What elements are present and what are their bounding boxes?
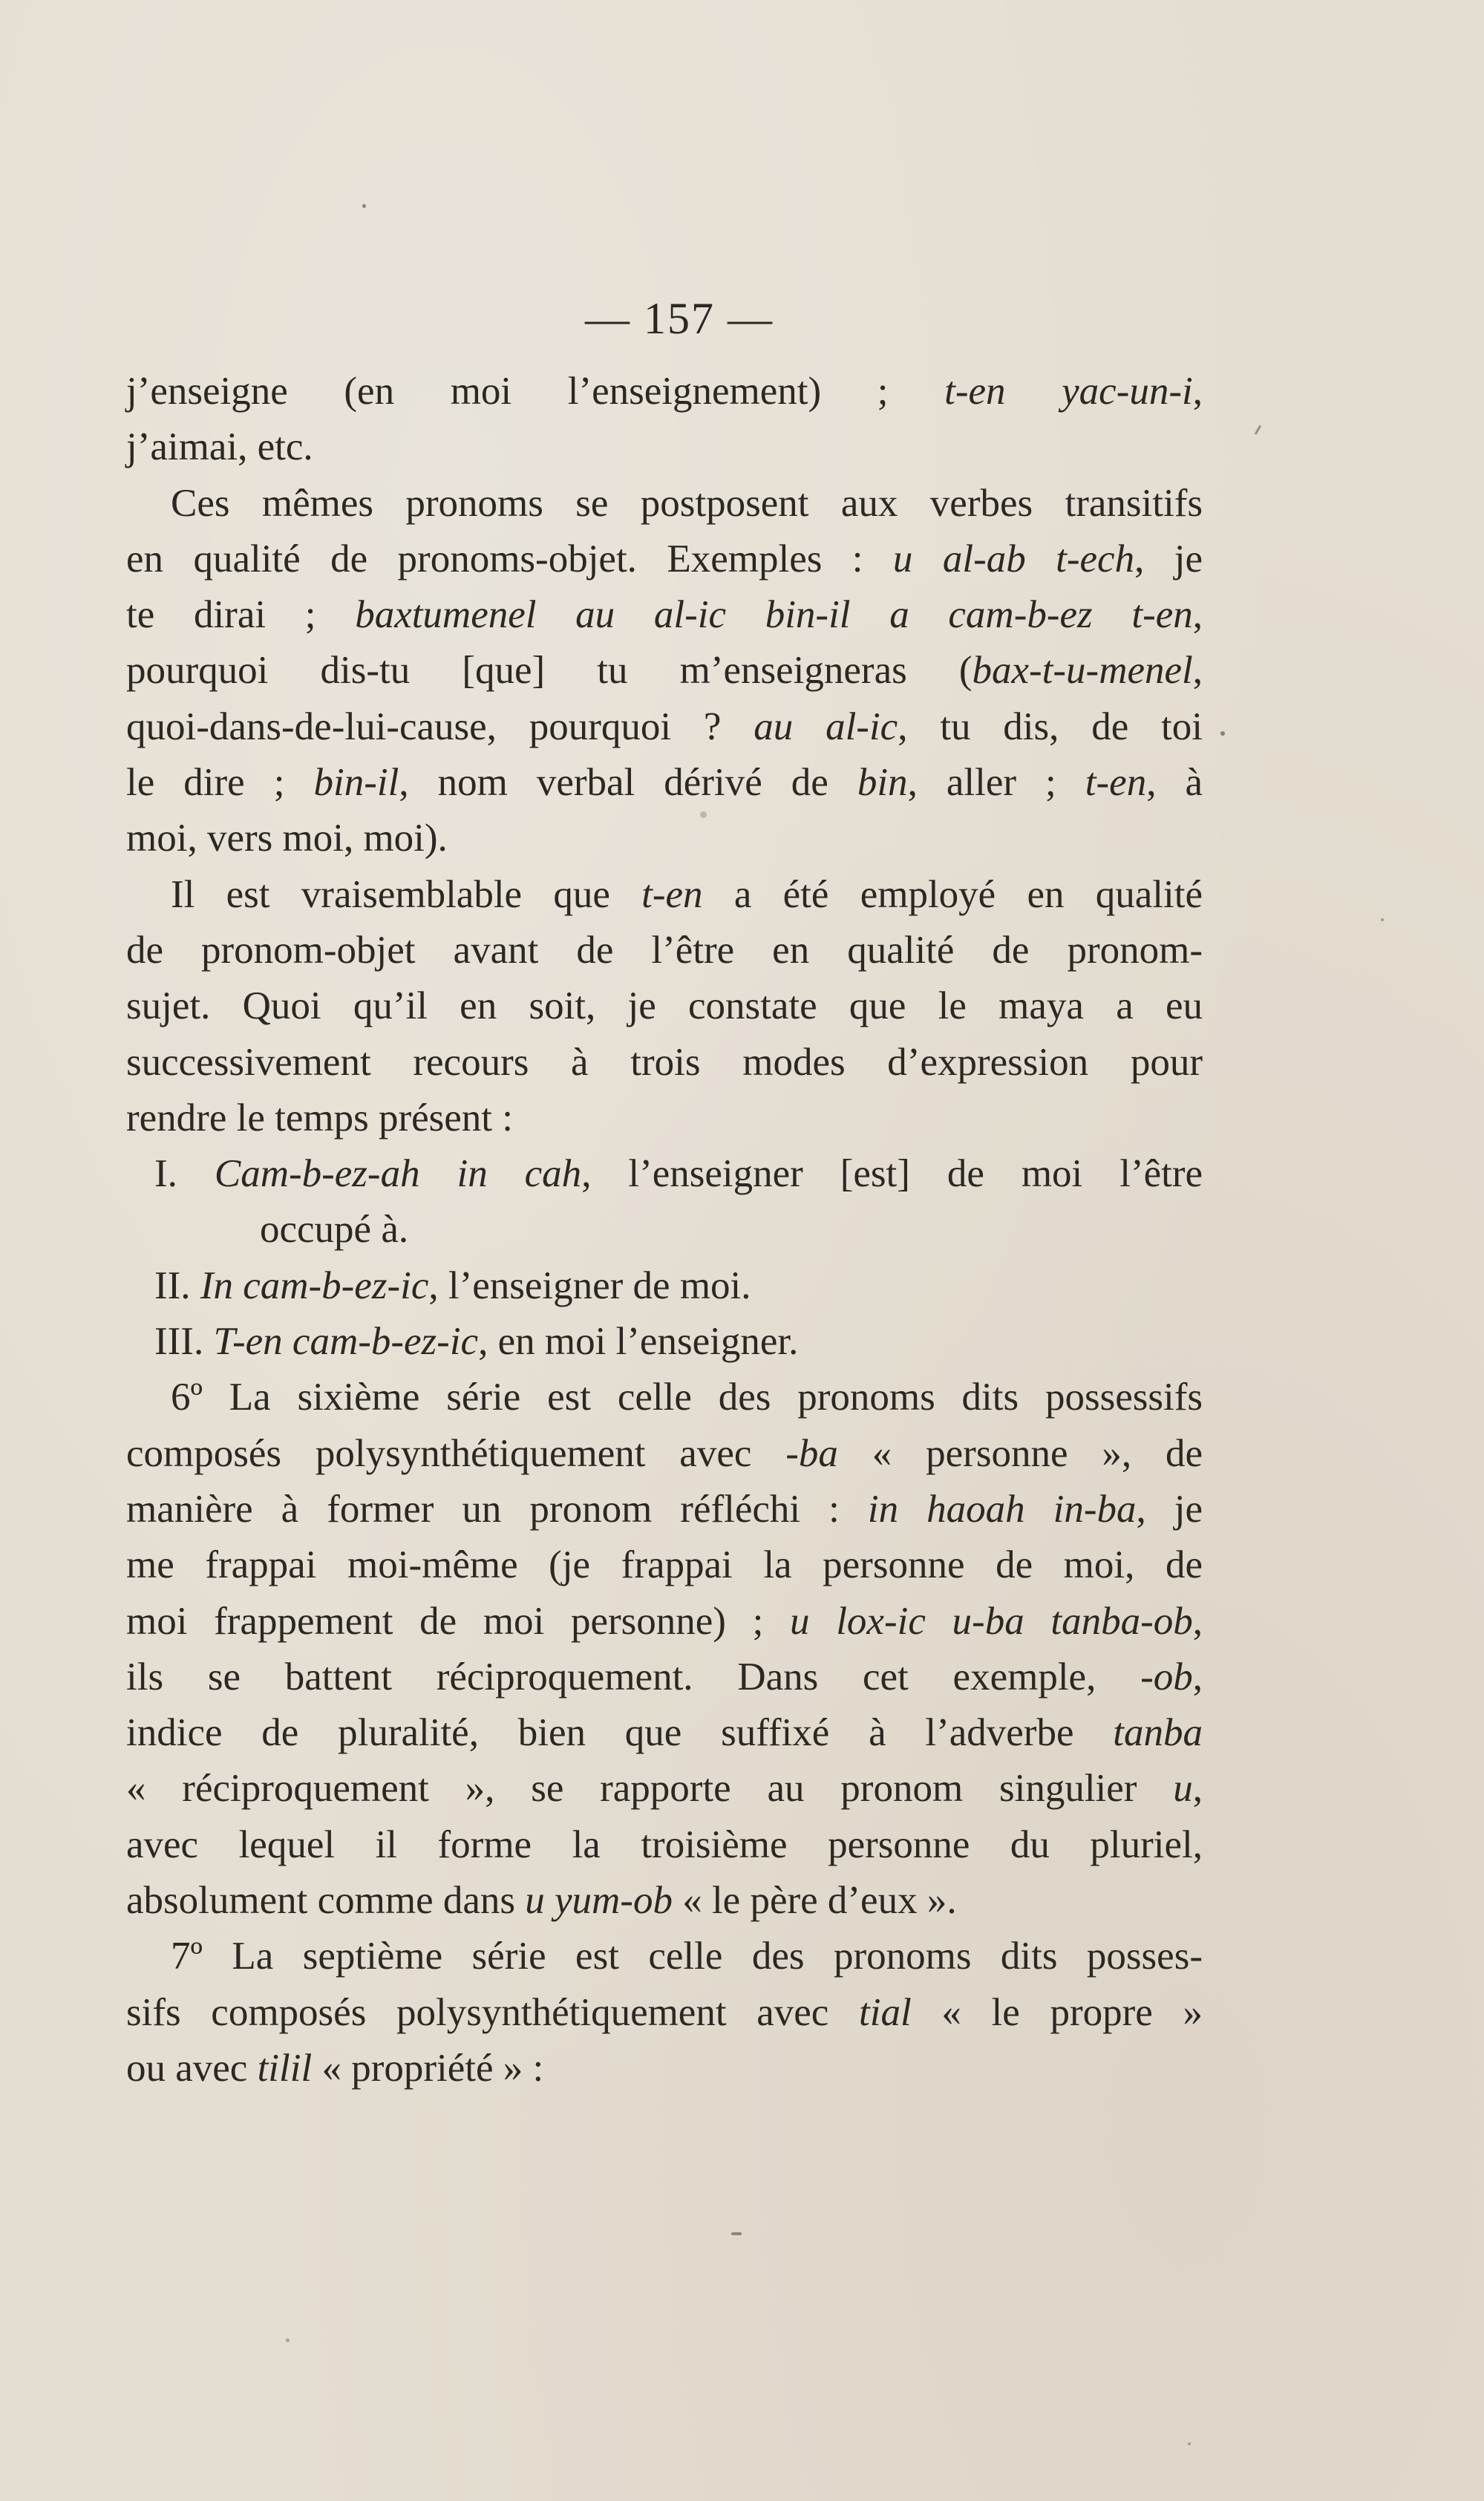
text-run: rendre le temps présent :	[126, 1096, 513, 1140]
text-run: en qualité de pronoms-objet. Exemples :	[126, 537, 893, 581]
text-line	[126, 2041, 1203, 2096]
text-run: , l’enseigner [est] de moi l’être	[581, 1152, 1203, 1196]
text-line	[126, 364, 1203, 419]
text-run: ,	[1192, 1767, 1203, 1811]
text-line	[126, 699, 1203, 755]
text-run: sifs composés polysynthétiquement avec	[126, 1990, 859, 2034]
text-run: 7º La septième série est celle des pronoms dits posses-	[171, 1935, 1203, 1978]
paper-speck	[1220, 731, 1225, 736]
text-line	[126, 1705, 1203, 1761]
text-line	[126, 1426, 1203, 1482]
italic-maya-term: u yum-ob	[525, 1879, 673, 1923]
text-line	[126, 419, 1203, 475]
text-run: « réciproquement », se rapporte au pronom singulier	[126, 1767, 1174, 1811]
text-line	[126, 1258, 1203, 1314]
text-run: ou avec	[126, 2046, 258, 2090]
text-run: , l’enseigner de moi.	[428, 1263, 751, 1307]
text-run: successivement recours à trois modes d’expression pour	[126, 1040, 1203, 1084]
text-line	[126, 1314, 1203, 1370]
text-run: sujet. Quoi qu’il en soit, je constate que le maya a eu	[126, 984, 1203, 1028]
text-line	[126, 867, 1203, 923]
italic-maya-term: In cam-b-ez-ic	[200, 1263, 429, 1307]
text-line	[126, 1873, 1203, 1929]
italic-maya-term: u lox-ic u-ba tanba-ob	[790, 1599, 1193, 1643]
text-run: pourquoi dis-tu [que] tu m’enseigneras (	[126, 649, 973, 693]
text-line	[126, 923, 1203, 978]
paper-speck	[1255, 425, 1262, 435]
paper-speck	[286, 2338, 290, 2342]
italic-maya-term: t-en yac-un-i	[944, 370, 1193, 413]
text-line	[126, 1035, 1203, 1091]
italic-maya-term: t-en	[1085, 761, 1147, 805]
paper-speck	[700, 811, 707, 818]
text-line	[126, 476, 1203, 532]
paper-speck	[1188, 2442, 1191, 2445]
text-line	[126, 1370, 1203, 1425]
text-run: III.	[154, 1320, 214, 1364]
text-line	[126, 1482, 1203, 1537]
text-run: Ces mêmes pronoms se postposent aux verbes transitifs	[171, 481, 1203, 525]
text-run: II.	[154, 1263, 200, 1307]
text-line	[126, 1650, 1203, 1705]
text-run: ,	[1192, 1599, 1203, 1643]
body-text	[126, 364, 1203, 2096]
text-run: occupé à.	[260, 1208, 409, 1252]
text-run: « personne », de	[837, 1431, 1203, 1475]
text-line	[126, 978, 1203, 1034]
italic-maya-term: T-en cam-b-ez-ic	[213, 1320, 479, 1364]
text-run: ,	[1192, 593, 1203, 637]
text-line	[126, 587, 1203, 643]
text-run: ,	[1192, 370, 1203, 413]
text-run: , tu dis, de toi	[898, 704, 1203, 748]
italic-maya-term: u	[1173, 1767, 1193, 1811]
italic-maya-term: tial	[859, 1990, 912, 2034]
italic-maya-term: bin	[857, 761, 908, 805]
text-run: , je	[1134, 537, 1203, 581]
text-line	[126, 1929, 1203, 1984]
italic-maya-term: baxtumenel au al-ic bin-il a cam-b-ez t-en	[355, 593, 1193, 637]
text-line	[126, 1537, 1203, 1593]
text-line	[126, 755, 1203, 811]
italic-maya-term: bin-il	[313, 761, 399, 805]
text-run: manière à former un pronom réfléchi :	[126, 1487, 868, 1531]
text-run: avec lequel il forme la troisième personne du pluriel,	[126, 1822, 1203, 1866]
italic-maya-term: u al-ab t-ech	[892, 537, 1135, 581]
italic-maya-term: bax-t-u-menel	[972, 649, 1193, 693]
italic-maya-term: t-en	[641, 872, 703, 916]
text-run: composés polysynthétiquement avec	[126, 1431, 786, 1475]
text-run: le dire ;	[126, 761, 314, 805]
italic-maya-term: -ba	[785, 1431, 838, 1475]
text-line	[126, 1091, 1203, 1146]
text-line	[126, 1594, 1203, 1650]
text-run: a été employé en qualité	[702, 872, 1203, 916]
paper-speck	[1381, 918, 1384, 921]
page-number: — 157 —	[585, 294, 774, 343]
text-line	[126, 643, 1203, 699]
text-run: ils se battent réciproquement. Dans cet exemple,	[126, 1655, 1141, 1699]
text-line	[126, 811, 1203, 866]
text-run: j’aimai, etc.	[126, 425, 313, 469]
text-run: j’enseigne (en moi l’enseignement) ;	[126, 370, 945, 413]
text-line	[126, 1202, 1203, 1258]
text-run: moi, vers moi, moi).	[126, 817, 448, 860]
text-run: 6º La sixième série est celle des pronoms dits possessifs	[171, 1376, 1203, 1419]
text-run: me frappai moi-même (je frappai la personne de moi, de	[126, 1543, 1203, 1587]
italic-maya-term: tilil	[257, 2046, 313, 2090]
text-run: , aller ;	[907, 761, 1085, 805]
text-line	[126, 532, 1203, 587]
text-line	[126, 1761, 1203, 1817]
paper-speck	[731, 2232, 742, 2235]
text-run: , en moi l’enseigner.	[478, 1320, 799, 1364]
text-run: ,	[1192, 1655, 1203, 1699]
text-run: indice de pluralité, bien que suffixé à l’adverbe	[126, 1711, 1114, 1755]
text-run: , à	[1146, 761, 1203, 805]
text-run: absolument comme dans	[126, 1879, 526, 1923]
italic-maya-term: in haoah in-ba	[867, 1487, 1137, 1531]
text-run: « le propre »	[911, 1990, 1203, 2034]
text-run: Il est vraisemblable que	[171, 872, 642, 916]
text-run: quoi-dans-de-lui-cause, pourquoi ?	[126, 704, 754, 748]
text-run: te dirai ;	[126, 593, 356, 637]
text-run: de pronom-objet avant de l’être en qualité de pronom-	[126, 928, 1203, 972]
text-line	[126, 1817, 1203, 1873]
italic-maya-term: -ob	[1140, 1655, 1193, 1699]
paper-speck	[362, 204, 366, 208]
text-run: « le père d’eux ».	[672, 1879, 957, 1923]
text-run: , nom verbal dérivé de	[399, 761, 857, 805]
text-run: ,	[1192, 649, 1203, 693]
text-line	[126, 1146, 1203, 1202]
text-run: « propriété » :	[312, 2046, 544, 2090]
text-line	[126, 1985, 1203, 2041]
italic-maya-term: Cam-b-ez-ah in cah	[214, 1152, 582, 1196]
text-run: , je	[1136, 1487, 1203, 1531]
text-run: moi frappement de moi personne) ;	[126, 1599, 791, 1643]
italic-maya-term: tanba	[1113, 1711, 1203, 1755]
italic-maya-term: au al-ic	[754, 704, 898, 748]
text-run: I.	[154, 1152, 215, 1196]
